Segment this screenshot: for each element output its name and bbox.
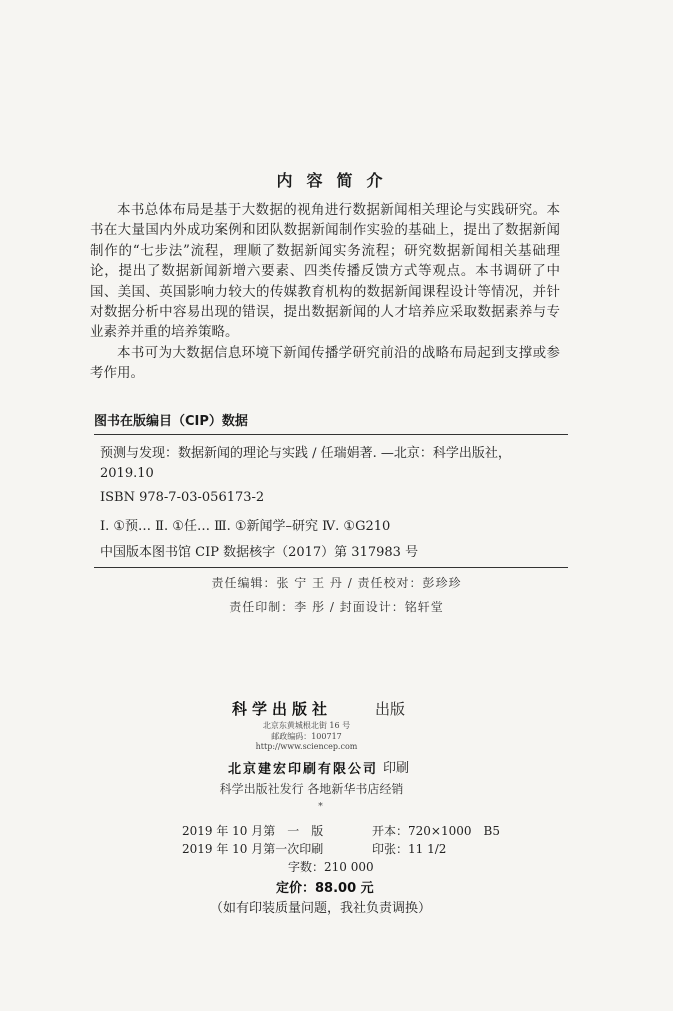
printed-sheets: 印张：11 1/2: [372, 842, 447, 856]
price: 定价：88.00 元: [276, 881, 374, 896]
intro-title: 内容简介: [276, 171, 397, 190]
edition-date: 2019 年 10 月第 一 版: [182, 824, 324, 838]
cip-isbn: ISBN 978-7-03-056173-2: [100, 490, 265, 505]
cip-year-line: 2019.10: [100, 466, 154, 481]
quality-note: （如有印装质量问题，我社负责调换）: [209, 901, 431, 916]
separator-star: *: [318, 802, 323, 812]
print-date: 2019 年 10 月第一次印刷: [182, 842, 324, 856]
printer-suffix: 印刷: [383, 761, 410, 776]
cip-data-block: [94, 434, 568, 568]
editors-credit: 责任编辑：张 宁 王 丹 / 责任校对：彭珍珍: [211, 576, 462, 590]
publisher-address: 北京东黄城根北街 16 号: [262, 721, 351, 730]
publisher-suffix: 出版: [375, 700, 406, 718]
cip-title-line: 预测与发现：数据新闻的理论与实践 / 任瑞娟著. —北京：科学出版社，: [100, 446, 511, 461]
publisher-website: http://www.sciencep.com: [255, 742, 358, 751]
publisher-name: 科学出版社: [232, 700, 333, 718]
intro-text: [90, 200, 560, 384]
distribution-line: 科学出版社发行 各地新华书店经销: [219, 782, 404, 796]
print-design-credit: 责任印制：李 彤 / 封面设计：铭轩堂: [229, 600, 444, 614]
publisher-postcode: 邮政编码：100717: [271, 732, 342, 741]
intro-paragraph: 本书可为大数据信息环境下新闻传播学研究前沿的战略布局起到支撑或参考作用。: [90, 344, 560, 382]
cip-number: 中国版本图书馆 CIP 数据核字（2017）第 317983 号: [100, 545, 419, 560]
printer-name: 北京建宏印刷有限公司: [228, 762, 379, 777]
cip-header: 图书在版编目（CIP）数据: [94, 414, 248, 429]
cip-classification: Ⅰ. ①预… Ⅱ. ①任… Ⅲ. ①新闻学–研究 Ⅳ. ①G210: [100, 519, 391, 534]
word-count: 字数：210 000: [288, 860, 374, 874]
book-format: 开本：720×1000 B5: [372, 824, 500, 838]
intro-paragraph: 本书总体布局是基于大数据的视角进行数据新闻相关理论与实践研究。本书在大量国内外成功案例和团队数据新闻制作实验的基础上，提出了数据新闻制作的“七步法”流程，理顺了数据新闻实务流程；研究数据新闻相关基础理论，提出了数据新闻新增六要素、四类传播反馈方式等观点。本书调研了中国、美国、英国影响力较大的传媒教育机构的数据新闻课程设计等情况，并针对数据分析中容易出现的错误，提出数据新闻的人才培养应采取数据素养与专业素养并重的培养策略。: [90, 202, 560, 341]
